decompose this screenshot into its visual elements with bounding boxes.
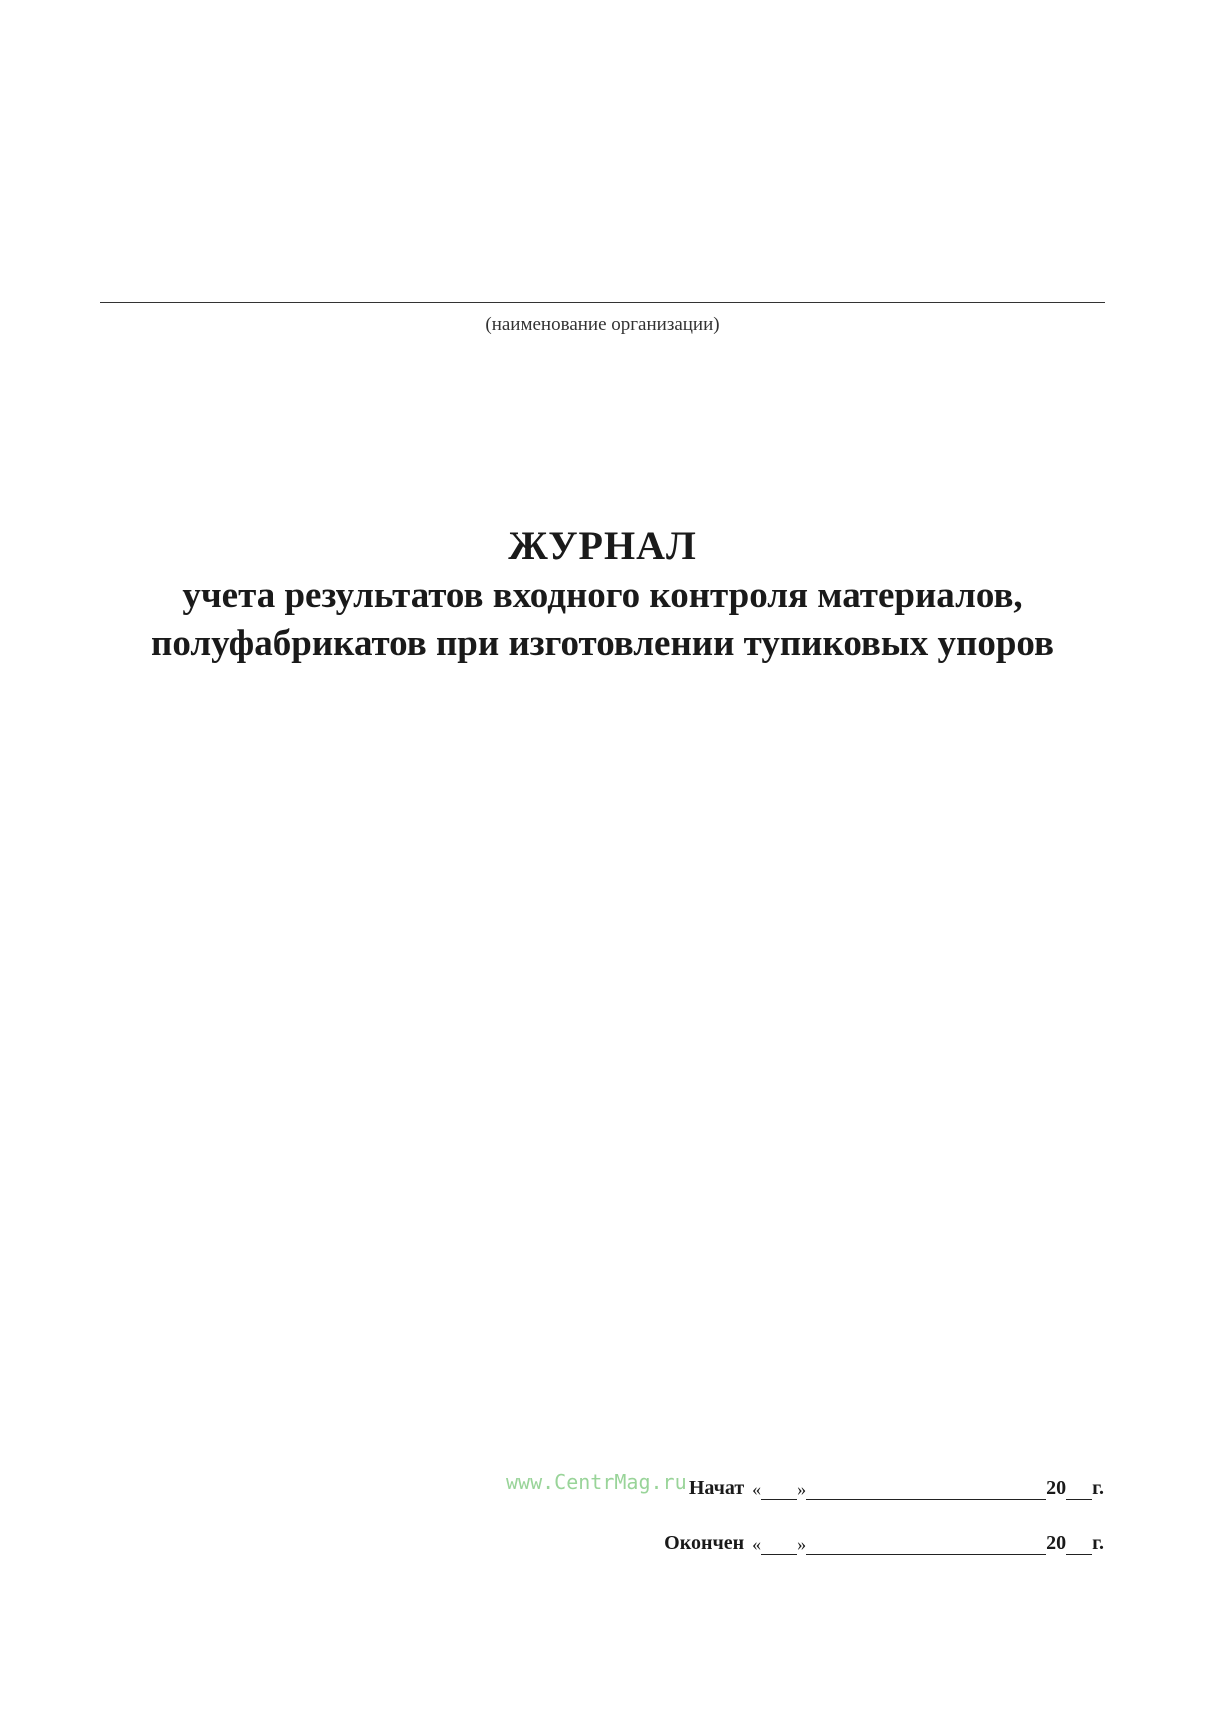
started-label: Начат [688, 1477, 745, 1499]
started-open-quote: « [752, 1479, 762, 1499]
started-century: 20 [1046, 1477, 1067, 1499]
ended-year-suffix: г. [1092, 1532, 1104, 1554]
ended-year-blank [1066, 1532, 1092, 1555]
ended-label: Окончен [664, 1532, 745, 1554]
watermark-text: www.CentrMag.ru [506, 1470, 687, 1494]
ended-day-blank [761, 1532, 797, 1555]
journal-title-main: ЖУРНАЛ [508, 523, 697, 568]
organization-caption: (наименование организации) [485, 314, 720, 335]
journal-title-line-1: учета результатов входного контроля материалов, [182, 575, 1023, 616]
journal-title-line-2: полуфабрикатов при изготовлении тупиковых упоров [151, 623, 1054, 664]
journal-title [60, 520, 1145, 668]
ended-open-quote: « [752, 1534, 762, 1554]
ended-century: 20 [1046, 1532, 1067, 1554]
started-month-blank [806, 1477, 1046, 1500]
started-year-suffix: г. [1092, 1477, 1104, 1499]
ended-close-quote: » [797, 1534, 807, 1554]
ended-date-row [664, 1521, 1104, 1555]
organization-name-line [100, 302, 1105, 303]
started-year-blank [1066, 1477, 1092, 1500]
started-close-quote: » [797, 1479, 807, 1499]
started-day-blank [761, 1477, 797, 1500]
ended-month-blank [806, 1532, 1046, 1555]
started-date-row [689, 1466, 1104, 1500]
